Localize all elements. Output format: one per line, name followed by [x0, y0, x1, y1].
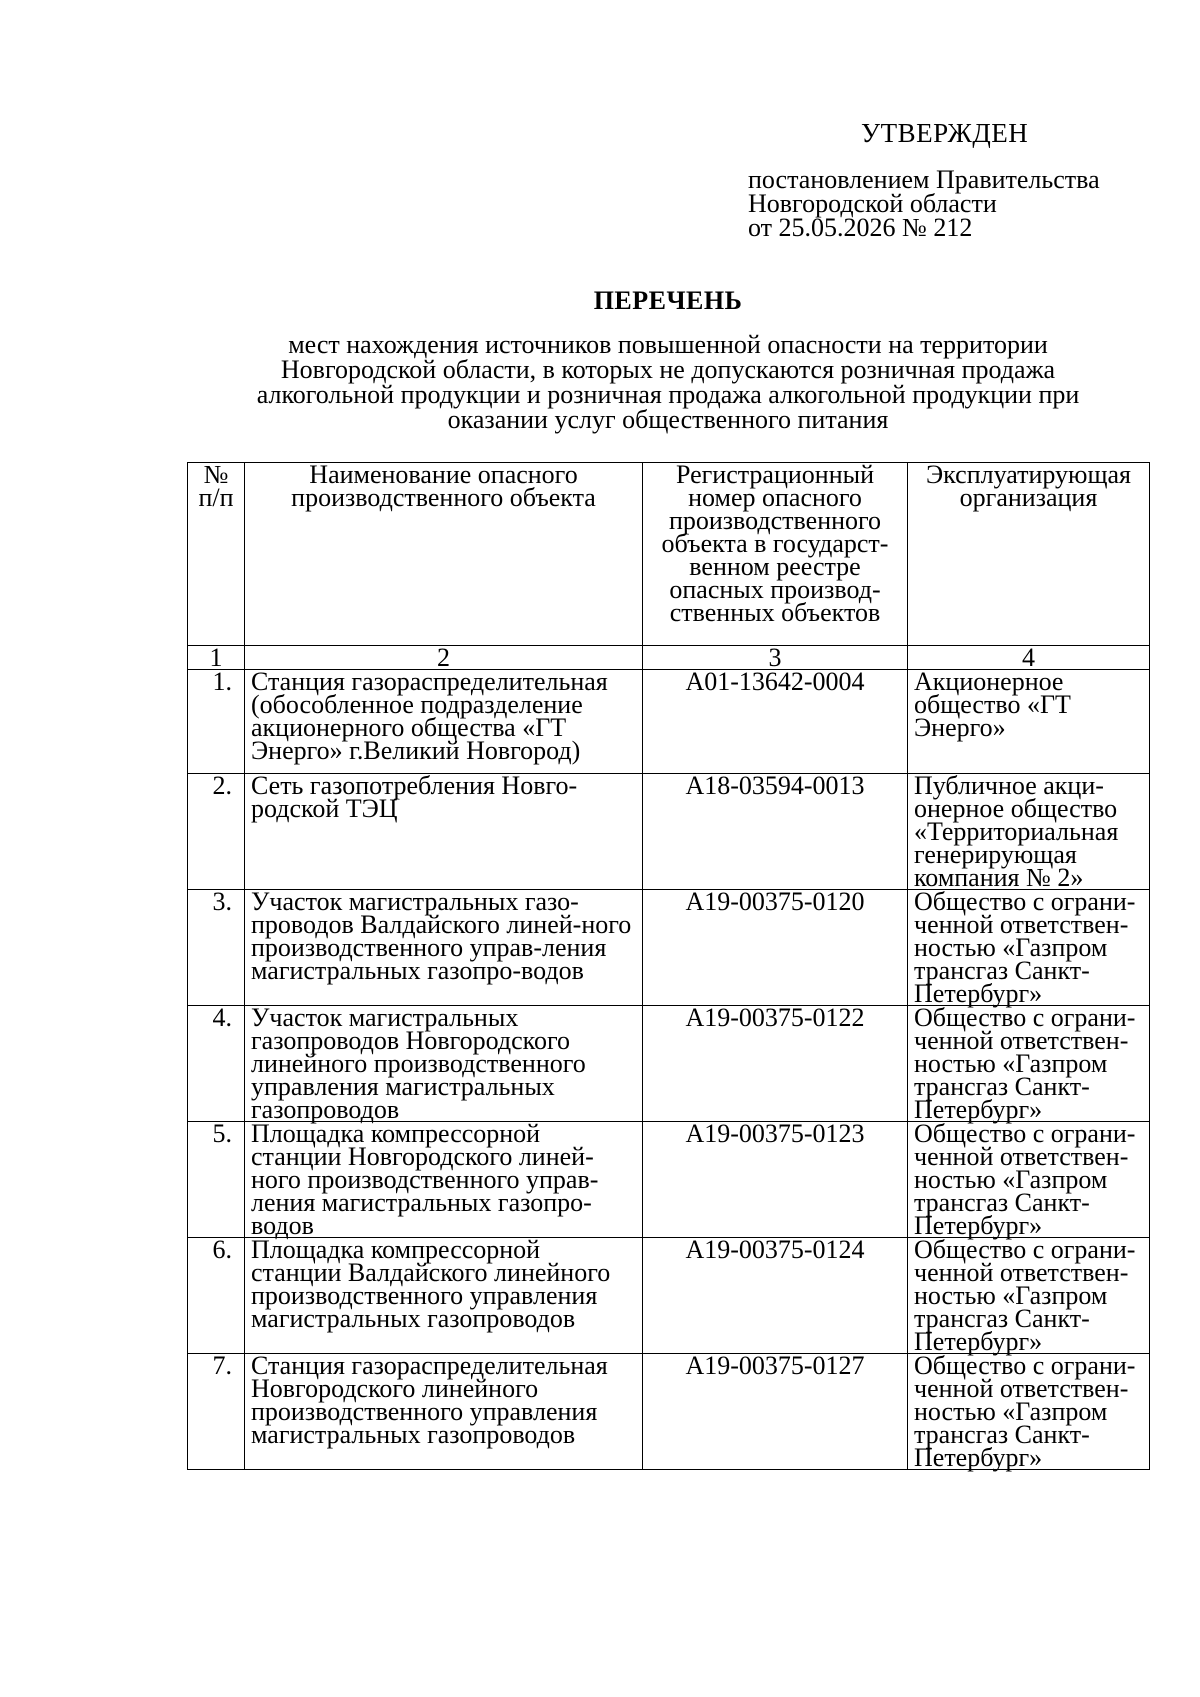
registration-number: А18-03594-0013: [643, 774, 908, 890]
object-name: Станция газораспределительная Новгородского линейного производственного управления магистральных газопроводов: [245, 1354, 643, 1470]
table-row: [188, 1122, 1150, 1238]
row-number: 4.: [188, 1006, 245, 1122]
row-number: 6.: [188, 1238, 245, 1354]
column-number-row: [188, 646, 1150, 670]
column-number: 2: [245, 646, 643, 670]
subtitle-line-3: алкогольной продукции и розничная продажа алкогольной продукции при: [256, 380, 1080, 409]
subtitle-line-2: Новгородской области, в которых не допускаются розничная продажа: [280, 355, 1056, 384]
header-object-name: Наименование опасного производственного объекта: [245, 463, 643, 646]
registration-number: А19-00375-0127: [643, 1354, 908, 1470]
column-number: 1: [188, 646, 245, 670]
registration-number: А19-00375-0122: [643, 1006, 908, 1122]
object-name: Станция газораспределительная (обособленное подразделение акционерного общества «ГТ Энерго» г.Великий Новгород): [245, 670, 643, 774]
object-name: Площадка компрессорной станции Новгородского линей-ного производственного управ-ления магистральных газопро-водов: [245, 1122, 643, 1238]
registration-number: А19-00375-0124: [643, 1238, 908, 1354]
operating-organization: Общество с ограни-ченной ответствен-ностью «Газпром трансгаз Санкт-Петербург»: [908, 1122, 1150, 1238]
column-number: 4: [908, 646, 1150, 670]
approval-block: [748, 118, 1148, 240]
registration-number: А19-00375-0120: [643, 890, 908, 1006]
object-name: Сеть газопотребления Новго-родской ТЭЦ: [245, 774, 643, 890]
operating-organization: Акционерное общество «ГТ Энерго»: [908, 670, 1150, 774]
object-name: Участок магистральных газопроводов Новгородского линейного производственного управления магистральных газопроводов: [245, 1006, 643, 1122]
table-row: [188, 1006, 1150, 1122]
row-number: 2.: [188, 774, 245, 890]
table-row: [188, 1354, 1150, 1470]
header-registration-number: Регистрационный номер опасного производственного объекта в государст-венном реестре опасных производ-ственных объектов: [643, 463, 908, 646]
object-name: Площадка компрессорной станции Валдайского линейного производственного управления магистральных газопроводов: [245, 1238, 643, 1354]
approval-line-1: постановлением Правительства: [748, 165, 1100, 194]
operating-organization: Общество с ограни-ченной ответствен-ностью «Газпром трансгаз Санкт-Петербург»: [908, 890, 1150, 1006]
header-operating-organization: Эксплуатирующая организация: [908, 463, 1150, 646]
title-block: [190, 286, 1146, 432]
table-row: [188, 774, 1150, 890]
approval-line-2: Новгородской области: [748, 189, 997, 218]
subtitle-line-1: мест нахождения источников повышенной опасности на территории: [288, 330, 1048, 359]
hazard-objects-table: [187, 462, 1150, 1470]
document-title: ПЕРЕЧЕНЬ: [593, 286, 743, 315]
table-header-row: [188, 463, 1150, 646]
row-number: 1.: [188, 670, 245, 774]
approval-line-3: от 25.05.2026 № 212: [748, 213, 973, 242]
object-name: Участок магистральных газо-проводов Валдайского линей-ного производственного управ-ления магистральных газопро-водов: [245, 890, 643, 1006]
registration-number: А01-13642-0004: [643, 670, 908, 774]
table-row: [188, 670, 1150, 774]
row-number: 5.: [188, 1122, 245, 1238]
operating-organization: Публичное акци-онерное общество «Территориальная генерирующая компания № 2»: [908, 774, 1150, 890]
operating-organization: Общество с ограни-ченной ответствен-ностью «Газпром трансгаз Санкт-Петербург»: [908, 1238, 1150, 1354]
table-row: [188, 1238, 1150, 1354]
operating-organization: Общество с ограни-ченной ответствен-ностью «Газпром трансгаз Санкт-Петербург»: [908, 1006, 1150, 1122]
subtitle-line-4: оказании услуг общественного питания: [447, 405, 889, 434]
approval-heading: УТВЕРЖДЕН: [861, 118, 1029, 148]
operating-organization: Общество с ограни-ченной ответствен-ностью «Газпром трансгаз Санкт-Петербург»: [908, 1354, 1150, 1470]
column-number: 3: [643, 646, 908, 670]
registration-number: А19-00375-0123: [643, 1122, 908, 1238]
table-row: [188, 890, 1150, 1006]
document-subtitle: [190, 332, 1146, 432]
row-number: 3.: [188, 890, 245, 1006]
header-number: № п/п: [188, 463, 245, 646]
row-number: 7.: [188, 1354, 245, 1470]
